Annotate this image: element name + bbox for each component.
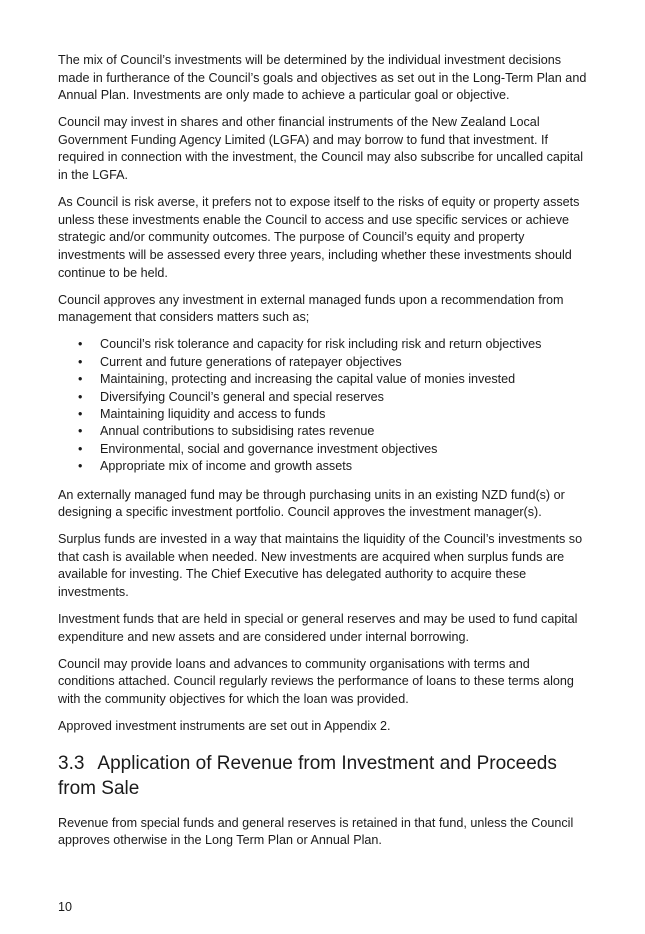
list-item: • Current and future generations of ratepayer objectives — [58, 354, 588, 371]
bullet-icon: • — [78, 337, 83, 352]
paragraph-managed-funds: Council approves any investment in external managed funds upon a recommendation from management that considers matters such as; — [58, 292, 564, 325]
considerations-list — [58, 336, 588, 475]
document-page — [58, 52, 588, 859]
bullet-icon: • — [78, 354, 83, 369]
page-number: 10 — [58, 900, 73, 914]
list-item: • Council’s risk tolerance and capacity for risk including risk and return objectives — [58, 336, 588, 353]
bullet-icon: • — [78, 459, 83, 474]
paragraph-risk-averse: As Council is risk averse, it prefers not to expose itself to the risks of equity or property assets unless these investments enable the Council to access and use specific services or achieve strategic and/or community outcomes. The purpose of Council’s equity and property investments will be assessed every three years, including whether these investments should continue to be held. — [58, 195, 580, 280]
bullet-icon: • — [78, 406, 83, 421]
paragraph-surplus-funds: Surplus funds are invested in a way that maintains the liquidity of the Council’s investments so that cash is available when needed. New investments are acquired when surplus funds are available for investing. The Chief Executive has delegated authority to acquire these investments. — [58, 532, 583, 600]
list-item: • Appropriate mix of income and growth assets — [58, 458, 588, 475]
list-item: • Environmental, social and governance investment objectives — [58, 441, 588, 458]
paragraph-external-fund: An externally managed fund may be through purchasing units in an existing NZD fund(s) or designing a specific investment portfolio. Council approves the investment manager(s). — [58, 487, 565, 520]
paragraph-appendix: Approved investment instruments are set out in Appendix 2. — [58, 719, 391, 734]
paragraph-loans: Council may provide loans and advances to community organisations with terms and conditions attached. Council regularly reviews the performance of loans to these terms along with the community objectives for which the loan was provided. — [58, 656, 574, 706]
paragraph-reserves: Investment funds that are held in special or general reserves and may be used to fund capital expenditure and new assets and are considered under internal borrowing. — [58, 612, 578, 644]
list-item: • Maintaining liquidity and access to funds — [58, 406, 588, 423]
section-title: Application of Revenue from Investment and Proceeds from Sale — [58, 752, 557, 799]
paragraph-investment-mix: The mix of Council’s investments will be determined by the individual investment decisions made in furtherance of the Council’s goals and objectives as set out in the Long-Term Plan and Annual Plan. Investments are only made to achieve a particular goal or objective. — [58, 53, 587, 103]
list-item: • Diversifying Council’s general and special reserves — [58, 389, 588, 406]
bullet-icon: • — [78, 424, 83, 439]
bullet-icon: • — [78, 389, 83, 404]
paragraph-lgfa: Council may invest in shares and other financial instruments of the New Zealand Local Government Funding Agency Limited (LGFA) and may borrow to fund that investment. If required in connection with the investment, the Council may also subscribe for uncalled capital in the LGFA. — [58, 115, 584, 183]
list-item: • Maintaining, protecting and increasing the capital value of monies invested — [58, 371, 588, 388]
section-number: 3.3 — [58, 752, 85, 774]
section-heading — [58, 751, 588, 801]
section-body: Revenue from special funds and general reserves is retained in that fund, unless the Council approves otherwise in the Long Term Plan or Annual Plan. — [58, 815, 574, 848]
list-item: • Annual contributions to subsidising rates revenue — [58, 423, 588, 440]
bullet-icon: • — [78, 372, 83, 387]
bullet-icon: • — [78, 441, 83, 456]
